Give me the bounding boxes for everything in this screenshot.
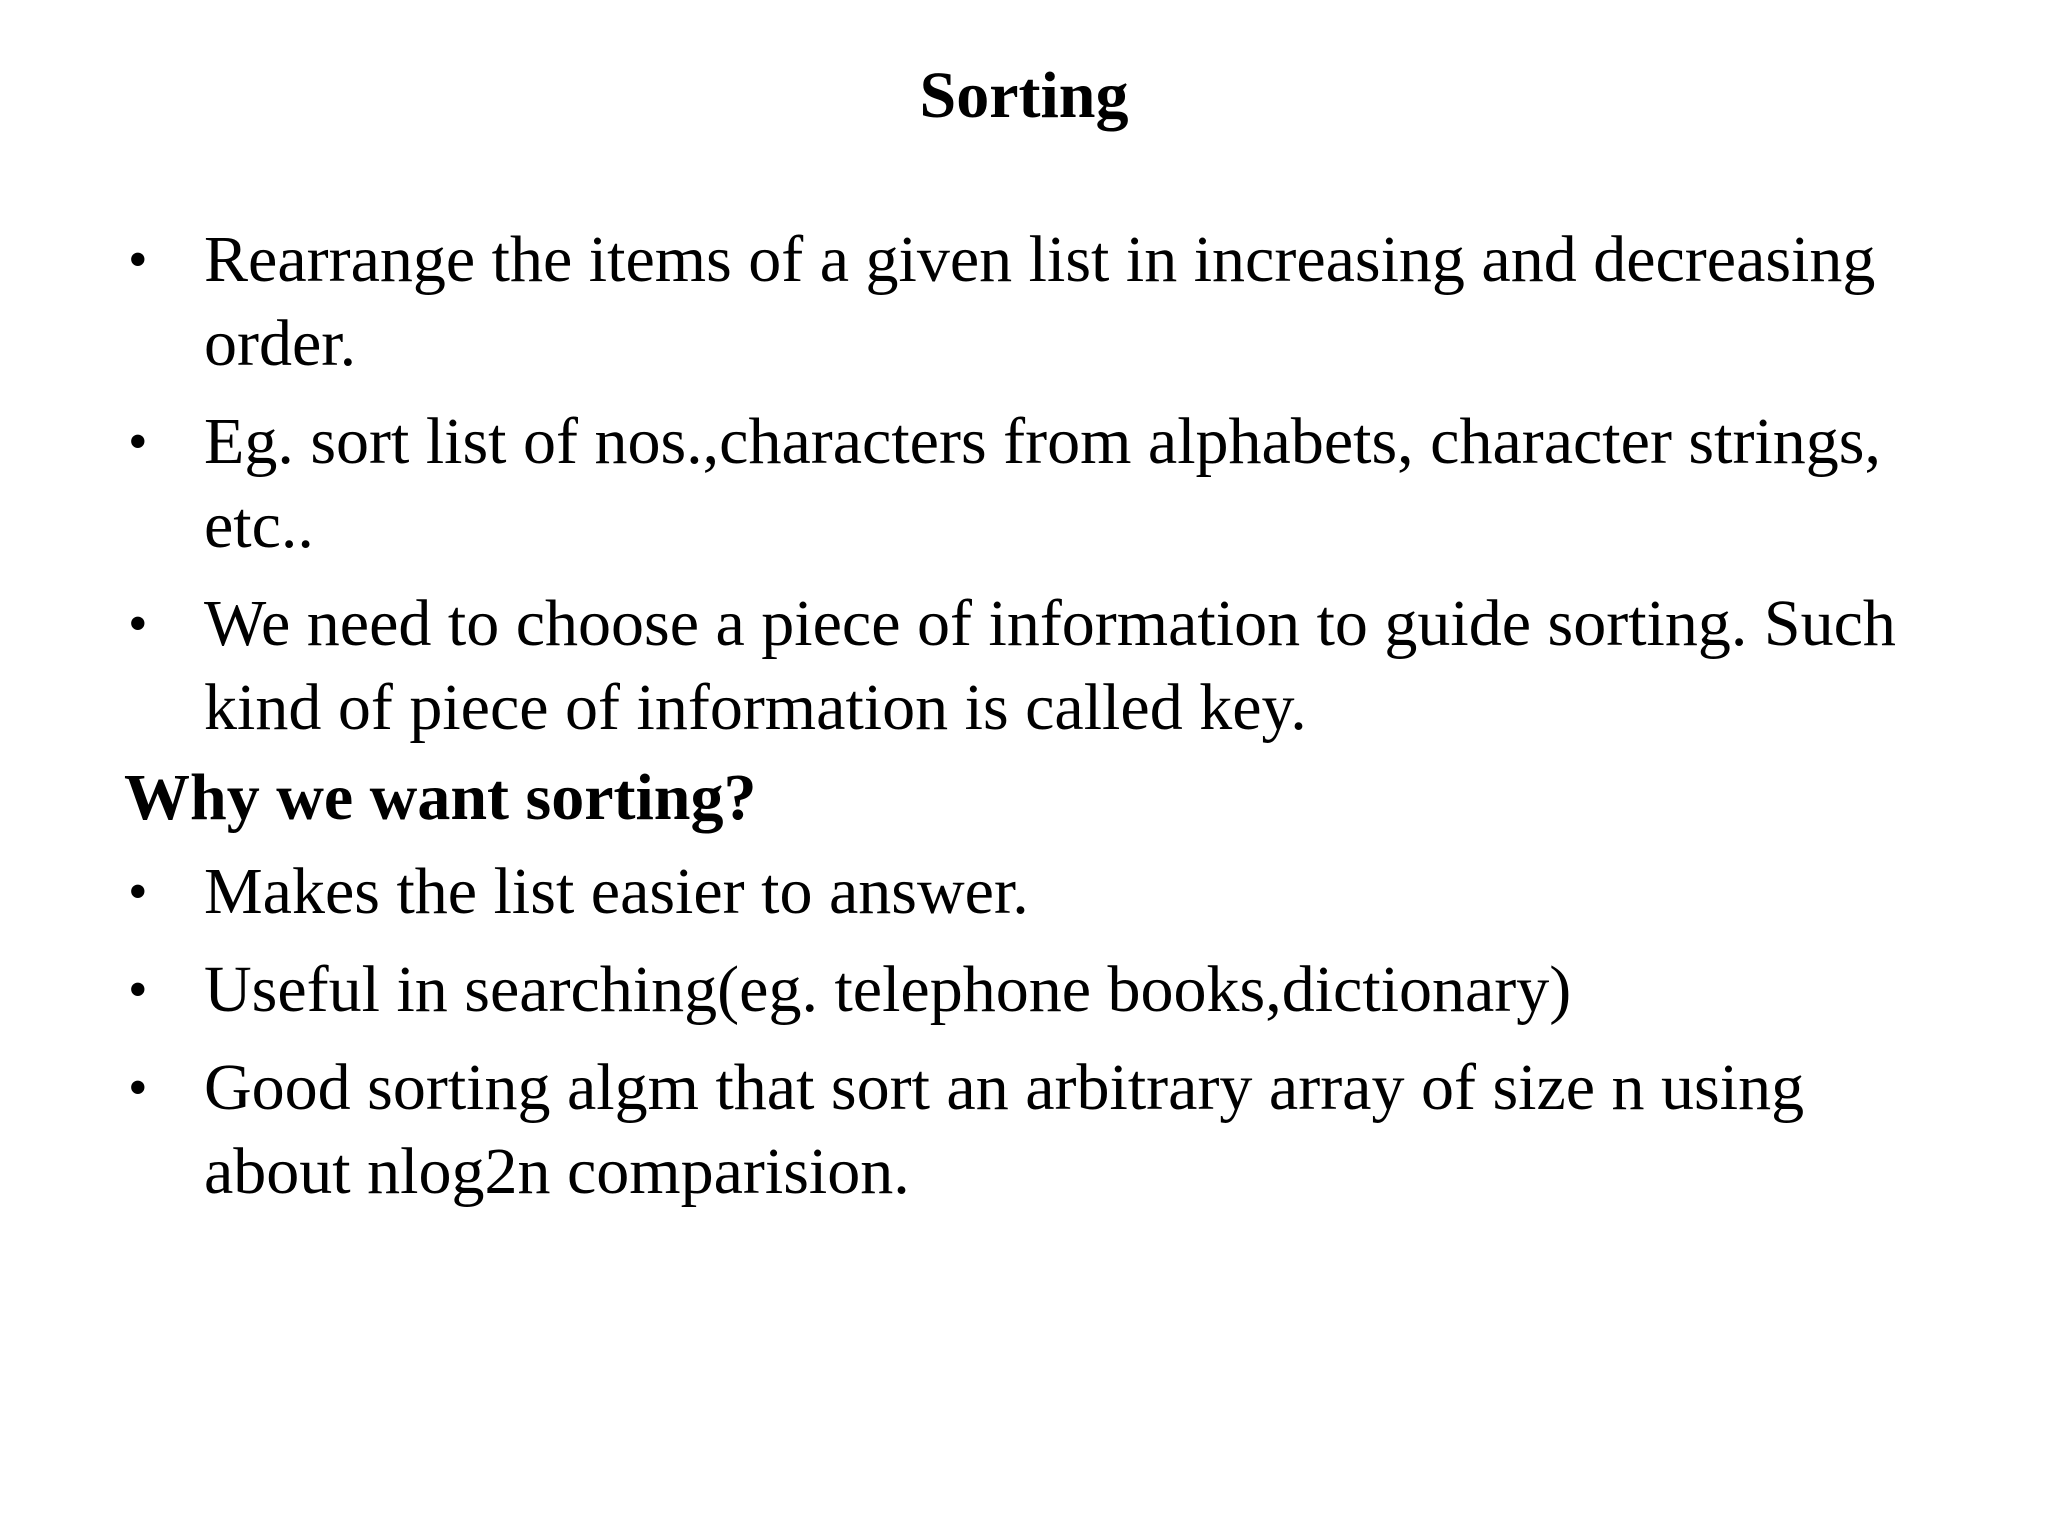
slide-content	[124, 218, 1924, 1228]
bullet-text: Rearrange the items of a given list in increasing and decreasing order.	[204, 223, 1876, 380]
bullet-item	[124, 1046, 1924, 1214]
bullet-icon: •	[128, 861, 148, 923]
bullet-item	[124, 582, 1924, 750]
section-heading: Why we want sorting?	[124, 761, 757, 834]
bullet-text: Useful in searching(eg. telephone books,dictionary)	[204, 953, 1572, 1026]
bullet-item	[124, 850, 1924, 934]
bullet-text: Makes the list easier to answer.	[204, 855, 1029, 928]
bullet-text: We need to choose a piece of information to guide sorting. Such kind of piece of information is called key.	[204, 587, 1896, 744]
bullet-list-definition	[124, 218, 1924, 750]
bullet-list-reasons	[124, 850, 1924, 1214]
bullet-text: Good sorting algm that sort an arbitrary array of size n using about nlog2n comparision.	[204, 1051, 1805, 1208]
bullet-item	[124, 218, 1924, 386]
bullet-text: Eg. sort list of nos.,characters from alphabets, character strings, etc..	[204, 405, 1881, 562]
bullet-icon: •	[128, 593, 148, 655]
slide-title: Sorting	[919, 59, 1129, 132]
bullet-icon: •	[128, 229, 148, 291]
bullet-item	[124, 948, 1924, 1032]
bullet-icon: •	[128, 1057, 148, 1119]
bullet-icon: •	[128, 411, 148, 473]
bullet-icon: •	[128, 959, 148, 1021]
bullet-item	[124, 400, 1924, 568]
